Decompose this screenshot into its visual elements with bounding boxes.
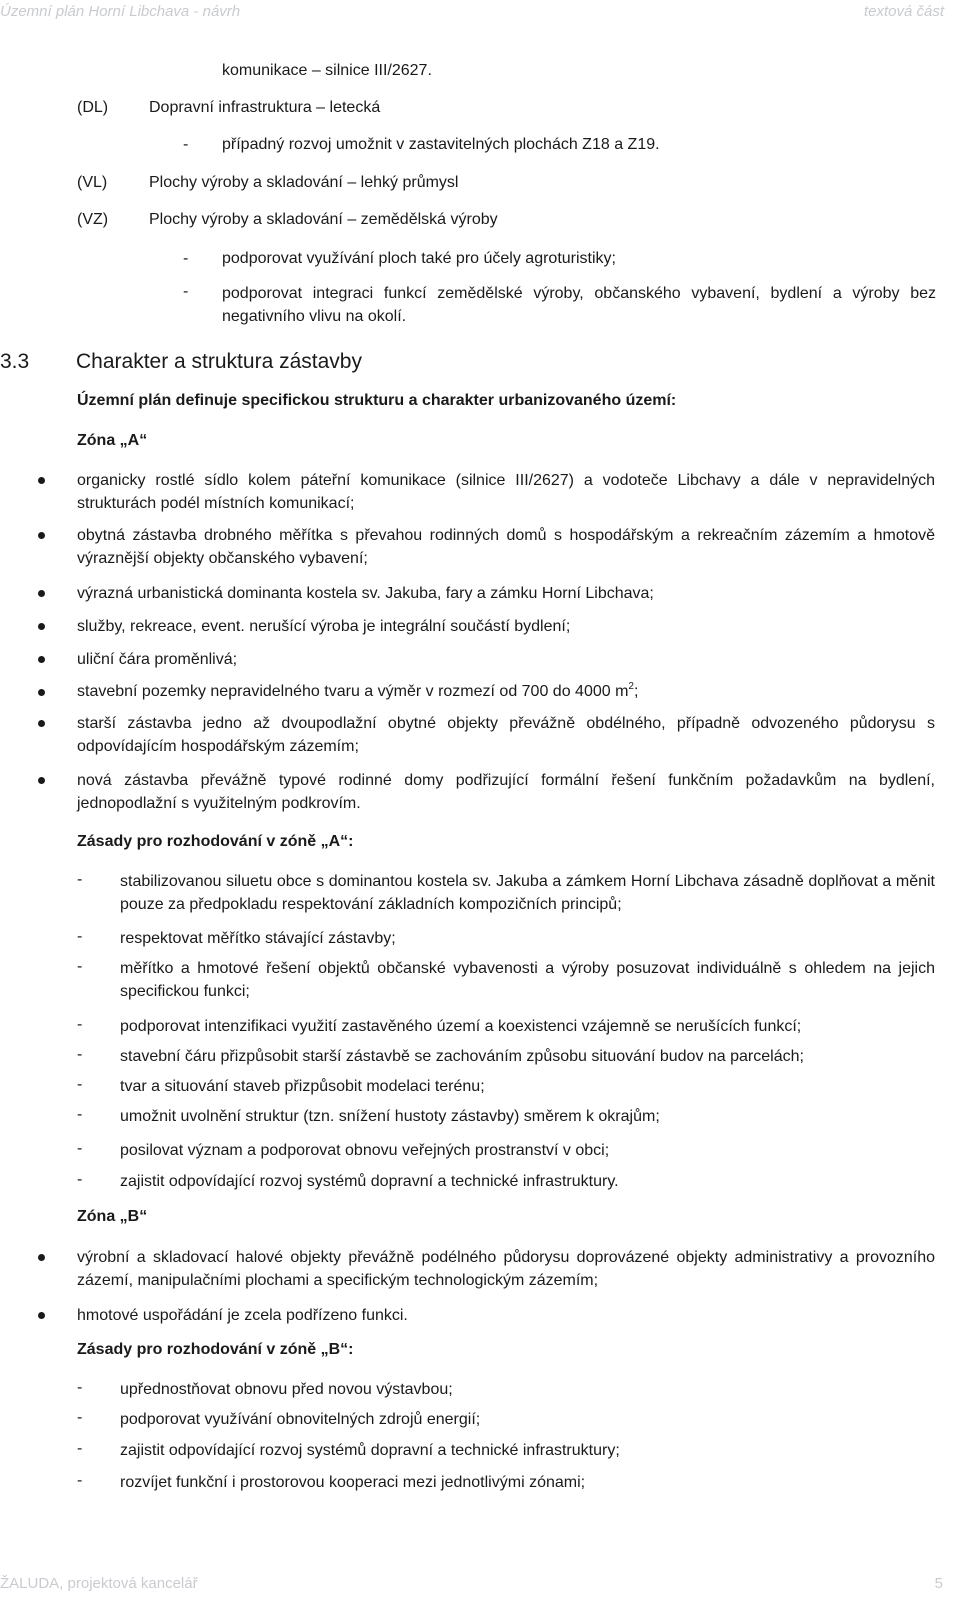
- item-dl: případný rozvoj umožnit v zastavitelných plochách Z18 a Z19.: [222, 136, 660, 153]
- superscript: 2: [628, 681, 634, 692]
- code-dl: (DL): [77, 99, 109, 116]
- item-vz-1: podporovat využívání ploch také pro účely agroturistiky;: [222, 250, 616, 267]
- dash: -: [77, 928, 83, 945]
- zone-a-bullet-8: nová zástavba převážně typové rodinné domy podřizující formální řešení funkčním požadavkům na bydlení, jednopodlažní s využitelným podkrovím.: [77, 772, 935, 812]
- code-vl: (VL): [77, 174, 108, 191]
- dash: -: [77, 958, 83, 975]
- zone-a-bullet-4: služby, rekreace, event. nerušící výroba je integrální součástí bydlení;: [77, 618, 571, 635]
- title-vz: Plochy výroby a skladování – zemědělská výroby: [149, 211, 498, 228]
- dash: -: [77, 1171, 83, 1188]
- section-number: 3.3: [0, 350, 30, 373]
- running-header-part: textová část: [863, 3, 944, 20]
- bullet-6-text: stavební pozemky nepravidelného tvaru a výměr v rozmezí od 700 do 4000 m: [77, 683, 629, 700]
- dash: -: [77, 1016, 83, 1033]
- zone-a-bullet-2: obytná zástavba drobného měřítka s převahou rodinných domů s hospodářským a rekreačním zázemím a hmotově výraznější objekty občanského vybavení;: [77, 527, 935, 567]
- bullet-dot: [38, 1254, 45, 1261]
- zone-a-rule-4: podporovat intenzifikaci využití zastavěného území a koexistenci vzájemně se nerušících funkcí;: [120, 1018, 802, 1035]
- intro-text: Územní plán definuje specifickou strukturu a charakter urbanizovaného území:: [77, 392, 677, 409]
- bullet-dot: [38, 477, 45, 484]
- zone-b-bullet-1: výrobní a skladovací halové objekty převážně podélného půdorysu doprovázené objekty administrativy a provozního zázemí, manipulačními plochami a specifickým technologickým zázemím;: [77, 1249, 935, 1289]
- bullet-dot: [38, 689, 45, 696]
- dash: -: [183, 136, 189, 153]
- dash: -: [77, 871, 83, 888]
- zone-a-rule-9: zajistit odpovídající rozvoj systémů dopravní a technické infrastruktury.: [120, 1173, 619, 1190]
- zone-a-rule-8: posilovat význam a podporovat obnovu veřejných prostranství v obci;: [120, 1142, 610, 1159]
- dash: -: [77, 1076, 83, 1093]
- bullet-dot: [38, 656, 45, 663]
- code-vz: (VZ): [77, 211, 109, 228]
- zone-a-bullet-6: [77, 681, 638, 701]
- zone-a-title: Zóna „A“: [77, 432, 148, 449]
- section-title: Charakter a struktura zástavby: [76, 350, 362, 373]
- zone-a-bullet-5: uliční čára proměnlivá;: [77, 651, 238, 668]
- bullet-dot: [38, 590, 45, 597]
- zone-a-rule-6: tvar a situování staveb přizpůsobit modelaci terénu;: [120, 1078, 485, 1095]
- bullet-dot: [38, 1312, 45, 1319]
- zone-a-bullet-7: starší zástavba jedno až dvoupodlažní obytné objekty převážně obdélného, případně odvozeného půdorysu s odpovídajícím hospodářským zázemím;: [77, 715, 935, 755]
- dash: -: [77, 1472, 83, 1489]
- dash: -: [77, 1106, 83, 1123]
- running-footer-company: ŽALUDA, projektová kancelář: [0, 1575, 198, 1592]
- dash: -: [77, 1409, 83, 1426]
- zone-b-rule-1: upřednostňovat obnovu před novou výstavbou;: [120, 1381, 453, 1398]
- continuation-line: komunikace – silnice III/2627.: [222, 62, 432, 79]
- dash: -: [183, 250, 189, 267]
- title-dl: Dopravní infrastruktura – letecká: [149, 99, 381, 116]
- running-header-title: Územní plán Horní Libchava - návrh: [0, 3, 241, 20]
- dash: -: [77, 1440, 83, 1457]
- bullet-dot: [38, 532, 45, 539]
- bullet-6-tail: ;: [633, 683, 639, 700]
- zone-a-rules-title: Zásady pro rozhodování v zóně „A“:: [77, 833, 354, 850]
- zone-b-bullet-2: hmotové uspořádání je zcela podřízeno funkci.: [77, 1307, 408, 1324]
- zone-a-bullet-3: výrazná urbanistická dominanta kostela sv. Jakuba, fary a zámku Horní Libchava;: [77, 585, 654, 602]
- zone-b-rule-2: podporovat využívání obnovitelných zdrojů energií;: [120, 1411, 481, 1428]
- zone-a-rule-2: respektovat měřítko stávající zástavby;: [120, 930, 396, 947]
- zone-b-rules-title: Zásady pro rozhodování v zóně „B“:: [77, 1341, 354, 1358]
- section-heading: [0, 350, 362, 374]
- zone-a-rule-7: umožnit uvolnění struktur (tzn. snížení hustoty zástavby) směrem k okrajům;: [120, 1108, 660, 1125]
- dash: -: [77, 1046, 83, 1063]
- dash: -: [183, 283, 189, 300]
- dash: -: [77, 1379, 83, 1396]
- bullet-dot: [38, 777, 45, 784]
- bullet-dot: [38, 720, 45, 727]
- bullet-dot: [38, 623, 45, 630]
- zone-a-rule-3: měřítko a hmotové řešení objektů občanské vybavenosti a výroby posuzovat individuálně s ohledem na jejich specifickou funkci;: [120, 960, 935, 1000]
- dash: -: [77, 1140, 83, 1157]
- zone-a-rule-1: stabilizovanou siluetu obce s dominantou kostela sv. Jakuba a zámkem Horní Libchava zásadně doplňovat a měnit pouze za předpokladu respektování základních kompozičních principů;: [120, 873, 935, 913]
- zone-a-rule-5: stavební čáru přizpůsobit starší zástavbě se zachováním způsobu situování budov na parcelách;: [120, 1048, 804, 1065]
- zone-b-rule-3: zajistit odpovídající rozvoj systémů dopravní a technické infrastruktury;: [120, 1442, 620, 1459]
- zone-b-rule-4: rozvíjet funkční i prostorovou kooperaci mezi jednotlivými zónami;: [120, 1474, 586, 1491]
- item-vz-2: podporovat integraci funkcí zemědělské výroby, občanského vybavení, bydlení a výroby bez negativního vlivu na okolí.: [222, 285, 936, 325]
- zone-b-title: Zóna „B“: [77, 1208, 148, 1225]
- title-vl: Plochy výroby a skladování – lehký průmysl: [149, 174, 459, 191]
- page-number: 5: [934, 1575, 943, 1592]
- zone-a-bullet-1: organicky rostlé sídlo kolem páteřní komunikace (silnice III/2627) a vodoteče Libchavy a dále v nepravidelných strukturách podél místních komunikací;: [77, 472, 935, 512]
